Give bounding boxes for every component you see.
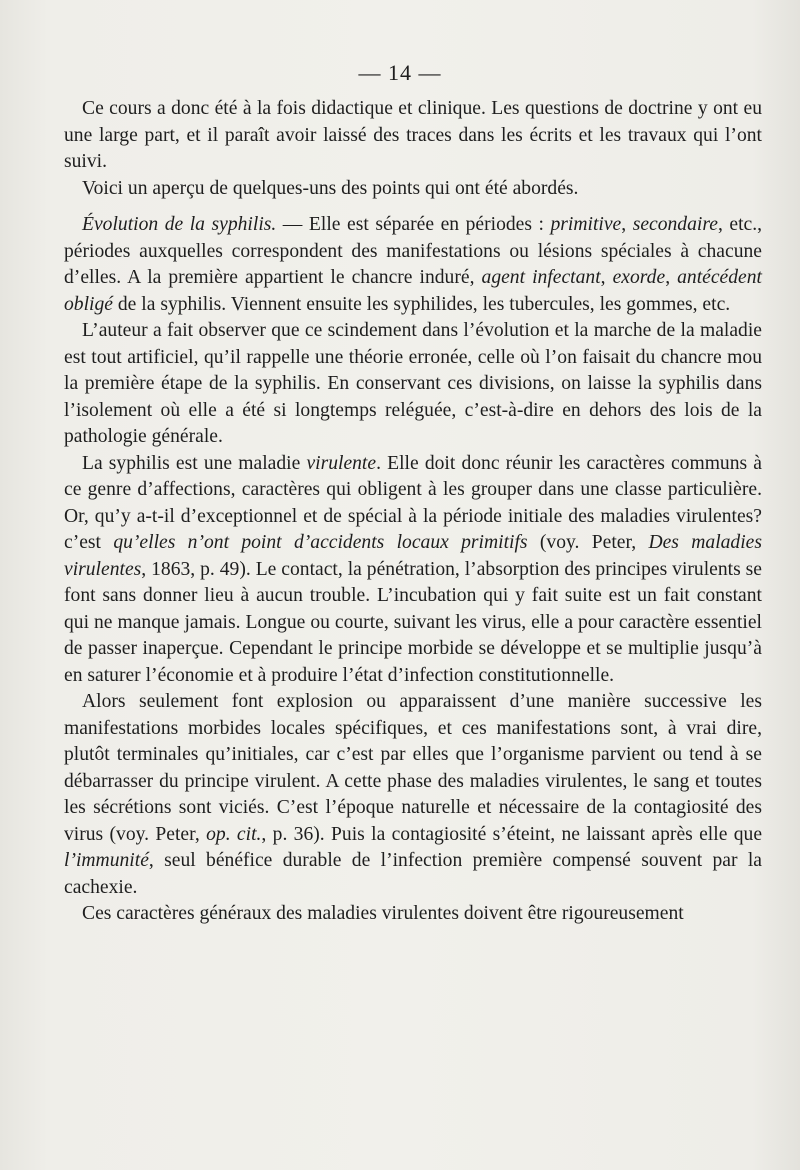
text-run: , etc., périodes auxquelles correspondent des manifestations ou lésions spéciales à chacune d’elles. A la première appartient le chancre induré, bbox=[64, 214, 763, 288]
italic-text: qu’elles n’ont point d’accidents locaux primitifs bbox=[113, 532, 528, 553]
text-run: La syphilis est une maladie bbox=[82, 452, 307, 474]
italic-text: secondaire bbox=[632, 214, 718, 235]
paragraph bbox=[64, 689, 762, 901]
text-run: , seul bénéfice durable de l’infection première compensé souvent par la cachexie. bbox=[64, 850, 762, 898]
text-run: , bbox=[600, 267, 613, 288]
paragraph bbox=[64, 318, 762, 451]
italic-text: l’immunité bbox=[64, 850, 149, 871]
italic-text: exorde bbox=[612, 267, 666, 288]
text-run: Alors seulement font explosion ou apparaissent d’une manière successive les manifestations morbides locales spécifiques, et ces manifestations sont, à vrai dire, plutôt terminales qu’initiales, car c’est par elles que l’organisme parvient ou tend à se débarrasser du principe virulent. A cette phase des maladies virulentes, le sang et toutes les sécrétions sont viciés. C’est l’époque naturelle et nécessaire de la contagiosité des virus (voy. Peter, bbox=[64, 691, 762, 845]
italic-text: op. cit. bbox=[206, 823, 262, 845]
text-run: . Elle doit donc réunir les caractères communs à ce genre d’affections, caractères qui obligent à les grouper dans une classe particulière. Or, qu’y a-t-il d’exceptionnel et de spécial à la période initiale des maladies virulentes? c’est bbox=[64, 452, 762, 553]
italic-text: antécédent obligé bbox=[64, 267, 762, 315]
body-text bbox=[64, 96, 762, 928]
text-run: (voy. Peter, bbox=[527, 532, 649, 553]
text-run: — Elle est séparée en périodes : bbox=[276, 214, 551, 235]
page-number: — 14 — bbox=[358, 60, 442, 85]
italic-text: primitive bbox=[550, 214, 622, 235]
text-run: Ces caractères généraux des maladies virulentes doivent être rigoureusement bbox=[82, 903, 684, 924]
text-run: Voici un aperçu de quelques-uns des points qui ont été abordés. bbox=[82, 177, 579, 199]
italic-text: Évolution de la syphilis. bbox=[82, 214, 277, 235]
text-run: L’auteur a fait observer que ce scindement dans l’évolution et la marche de la maladie est tout artificiel, qu’il rappelle une théorie erronée, celle où l’on faisait du chancre mou la première étape de la syphilis. En conservant ces divisions, on laisse la syphilis dans l’isolement où elle a été si longtemps reléguée, c’est-à-dire en dehors des lois de la pathologie générale. bbox=[64, 320, 762, 447]
text-run: de la syphilis. Viennent ensuite les syphilides, les tubercules, les gommes, etc. bbox=[112, 293, 731, 315]
text-run: , bbox=[621, 214, 633, 235]
paragraph bbox=[64, 96, 762, 176]
text-run: , p. 36). Puis la contagiosité s’éteint, ne laissant après elle que bbox=[261, 823, 763, 845]
text-run: Ce cours a donc été à la fois didactique et clinique. Les questions de doctrine y ont eu une large part, et il paraît avoir laissé des traces dans les écrits et les travaux qui l’ont suivi. bbox=[64, 98, 762, 172]
italic-text: agent infectant bbox=[481, 267, 601, 288]
text-run: , 1863, p. 49). Le contact, la pénétration, l’absorption des principes virulents se font sans donner lieu à aucun trouble. L’incubation qui y fait suite est un fait constant qui ne manque jamais. Longue ou courte, suivant les virus, elle a pour caractère essentiel de passer inaperçue. Cependant le principe morbide se développe et se multiplie jusqu’à en saturer l’économie et à produire l’état d’infection constitutionnelle. bbox=[64, 558, 762, 686]
text-run: , bbox=[665, 267, 678, 288]
italic-text: Des maladies virulentes bbox=[64, 532, 762, 580]
paragraph bbox=[64, 901, 762, 928]
italic-text: virulente bbox=[306, 452, 377, 474]
paragraph bbox=[64, 212, 762, 318]
paragraph bbox=[64, 176, 762, 203]
paragraph bbox=[64, 451, 762, 690]
